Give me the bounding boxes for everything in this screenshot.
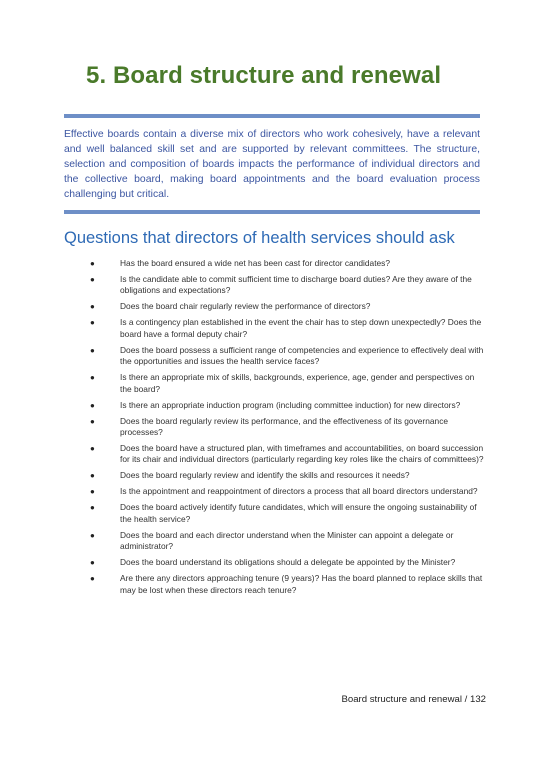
question-item: [0, 416, 550, 439]
question-text: Is a contingency plan established in the event the chair has to step down unexpectedly? Does the board have a formal deputy chair?: [120, 317, 482, 339]
bullet-icon: ●: [90, 530, 95, 540]
question-item: [0, 345, 550, 368]
bullet-icon: ●: [90, 487, 95, 497]
question-text: Is there an appropriate mix of skills, backgrounds, experience, age, gender and perspectives on the board?: [120, 372, 475, 394]
section-heading: Questions that directors of health services should ask: [64, 229, 455, 247]
question-text: Does the board have a structured plan, with timeframes and accountabilities, on board succession for its chair and individual directors (particularly regarding key roles like the chairs of committees)?: [120, 443, 484, 465]
bottom-divider: [64, 210, 480, 214]
question-text: Are there any directors approaching tenure (9 years)? Has the board planned to replace skills that may be lost when these directors reach tenure?: [120, 573, 483, 595]
question-text: Does the board actively identify future candidates, which will ensure the ongoing sustainability of the health service?: [120, 502, 477, 524]
question-item: [0, 443, 550, 466]
page-footer: Board structure and renewal / 132: [341, 694, 486, 705]
question-item: [0, 486, 550, 497]
question-item: [0, 317, 550, 340]
question-text: Does the board possess a sufficient range of competencies and experience to effectively deal with the opportunities and issues the health service faces?: [120, 344, 484, 367]
question-item: [0, 502, 550, 525]
question-item: [0, 372, 550, 395]
question-text: Does the board regularly review its performance, and the effectiveness of its governance processes?: [120, 415, 449, 438]
bullet-icon: ●: [90, 503, 95, 513]
question-item: [0, 301, 550, 312]
question-item: [0, 557, 550, 568]
bullet-icon: ●: [90, 345, 95, 355]
bullet-icon: ●: [90, 574, 95, 584]
question-text: Is the appointment and reappointment of directors a process that all board directors understand?: [120, 486, 478, 497]
question-text: Does the board and each director understand when the Minister can appoint a delegate or administrator?: [120, 529, 454, 552]
question-item: [0, 274, 550, 297]
question-text: Does the board chair regularly review the performance of directors?: [120, 301, 371, 312]
question-text: Does the board regularly review and identify the skills and resources it needs?: [120, 470, 410, 481]
page-title: 5. Board structure and renewal: [86, 62, 442, 89]
question-item: [0, 258, 550, 269]
question-text: Has the board ensured a wide net has been cast for director candidates?: [120, 258, 391, 268]
bullet-icon: ●: [90, 259, 95, 268]
questions-list: [0, 258, 550, 601]
bullet-icon: ●: [90, 558, 95, 568]
question-item: [0, 470, 550, 481]
bullet-icon: ●: [90, 400, 95, 410]
bullet-icon: ●: [90, 302, 95, 312]
bullet-icon: ●: [90, 471, 95, 481]
question-text: Does the board understand its obligations should a delegate be appointed by the Minister?: [120, 557, 456, 568]
question-item: [0, 400, 550, 411]
question-item: [0, 530, 550, 553]
question-text: Is there an appropriate induction program (including committee induction) for new directors?: [120, 399, 461, 410]
question-item: [0, 573, 550, 596]
intro-paragraph: Effective boards contain a diverse mix of directors who work cohesively, have a relevant and well balanced skill set and are supported by relevant committees. The structure, selection and composition of boards impacts the performance of individual directors and the collective board, making board appointments and the board evaluation process challenging but critical.: [64, 129, 480, 200]
bullet-icon: ●: [90, 318, 95, 328]
bullet-icon: ●: [90, 416, 95, 426]
bullet-icon: ●: [90, 444, 95, 454]
bullet-icon: ●: [90, 373, 95, 383]
question-text: Is the candidate able to commit sufficient time to discharge board duties? Are they aware of the obligations and expectations?: [120, 274, 472, 296]
top-divider: [64, 114, 480, 118]
bullet-icon: ●: [90, 275, 95, 284]
